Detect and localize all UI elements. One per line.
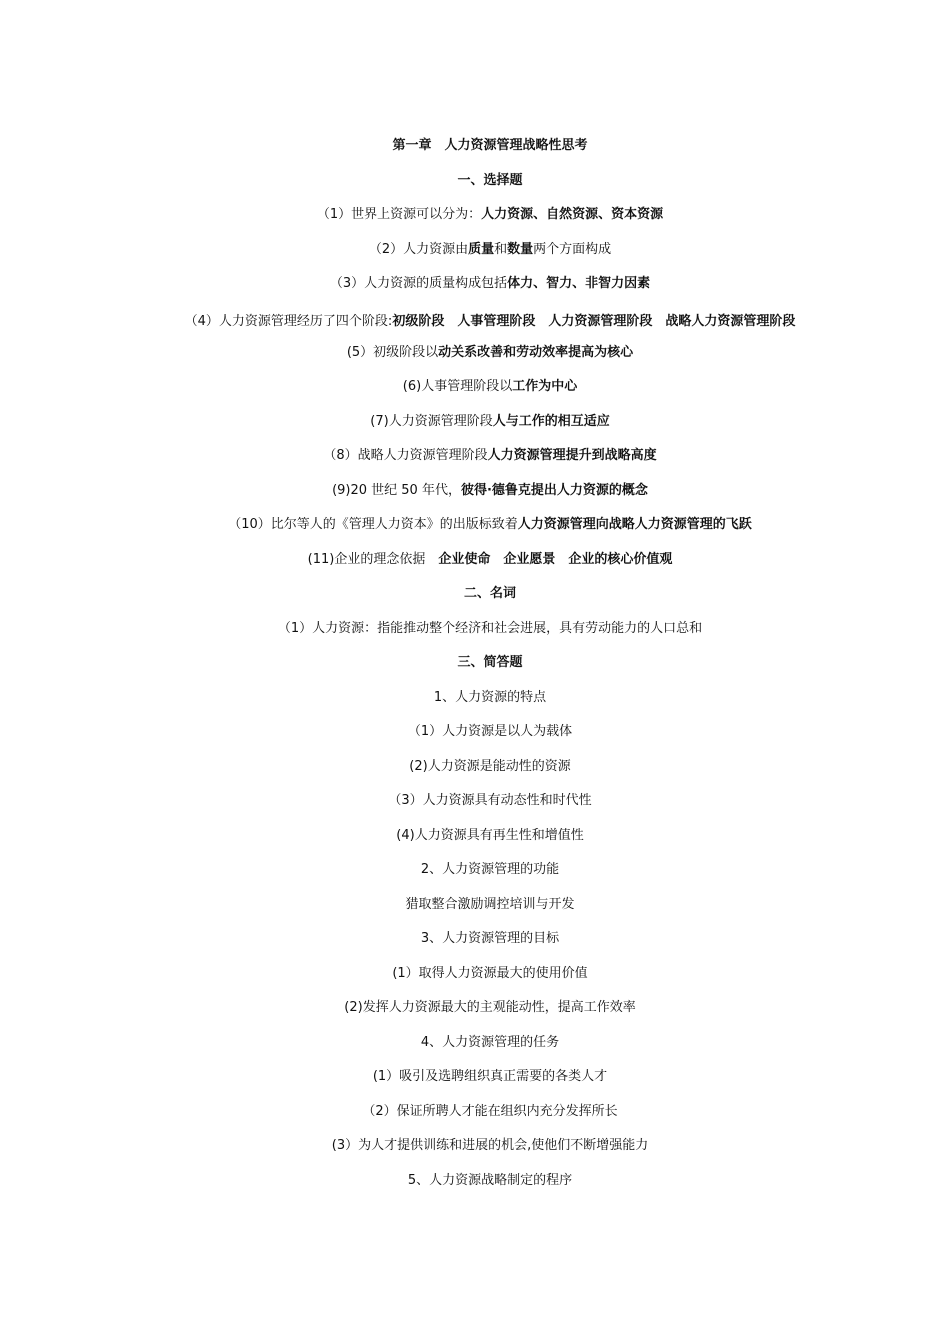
short-answer-line-7: 猎取整合激励调控培训与开发	[405, 896, 575, 912]
choice-item-5: (5）初级阶段以动关系改善和劳动效率提高为核心	[346, 344, 634, 360]
choice-item-4: （4）人力资源管理经历了四个阶段:初级阶段 人事管理阶段 人力资源管理阶段 战略人力资源管理阶段	[184, 313, 796, 329]
short-answer-line-8: 3、人力资源管理的目标	[420, 931, 560, 946]
short-answer-line-2: （1）人力资源是以人为载体	[407, 724, 573, 739]
choice-item-7: (7)人力资源管理阶段人与工作的相互适应	[370, 413, 610, 429]
short-answer-line-12: (1）吸引及选聘组织真正需要的各类人才	[372, 1069, 608, 1084]
choice-item-8: （8）战略人力资源管理阶段人力资源管理提升到战略高度	[323, 448, 657, 463]
choice-item-10: （10）比尔等人的《管理人力资本》的出版标致着人力资源管理向战略人力资源管理的飞跃	[228, 517, 752, 532]
short-answer-line-4: （3）人力资源具有动态性和时代性	[388, 793, 592, 808]
section-heading-short-answer: 三、简答题	[457, 655, 523, 670]
term-item-1: （1）人力资源：指能推动整个经济和社会进展，具有劳动能力的人口总和	[277, 620, 703, 636]
section-heading-choice: 一、选择题	[457, 172, 523, 188]
choice-item-11: (11)企业的理念依据 企业使命 企业愿景 企业的核心价值观	[307, 551, 673, 567]
short-answer-line-6: 2、人力资源管理的功能	[420, 862, 560, 877]
short-answer-line-3: (2)人力资源是能动性的资源	[409, 758, 571, 774]
short-answer-line-15: 5、人力资源战略制定的程序	[407, 1172, 573, 1188]
short-answer-line-5: (4)人力资源具有再生性和增值性	[396, 827, 584, 843]
choice-item-2: （2）人力资源由质量和数量两个方面构成	[368, 241, 612, 257]
short-answer-line-1: 1、人力资源的特点	[433, 689, 547, 705]
short-answer-line-9: (1）取得人力资源最大的使用价值	[392, 965, 588, 981]
short-answer-line-11: 4、人力资源管理的任务	[420, 1034, 560, 1050]
section-heading-terms: 二、名词	[463, 586, 516, 601]
short-answer-line-14: (3）为人才提供训练和进展的机会,使他们不断增强能力	[331, 1138, 649, 1153]
choice-item-6: (6)人事管理阶段以工作为中心	[402, 379, 578, 394]
choice-item-1: （1）世界上资源可以分为：人力资源、自然资源、资本资源	[316, 207, 664, 222]
short-answer-line-10: (2)发挥人力资源最大的主观能动性，提高工作效率	[344, 1000, 636, 1015]
choice-item-9: (9)20 世纪 50 年代，彼得·德鲁克提出人力资源的概念	[332, 482, 648, 498]
short-answer-line-13: （2）保证所聘人才能在组织内充分发挥所长	[362, 1103, 618, 1119]
choice-item-3: （3）人力资源的质量构成包括体力、智力、非智力因素	[329, 276, 651, 291]
document-content	[170, 136, 810, 1205]
chapter-title: 第一章 人力资源管理战略性思考	[392, 138, 588, 153]
